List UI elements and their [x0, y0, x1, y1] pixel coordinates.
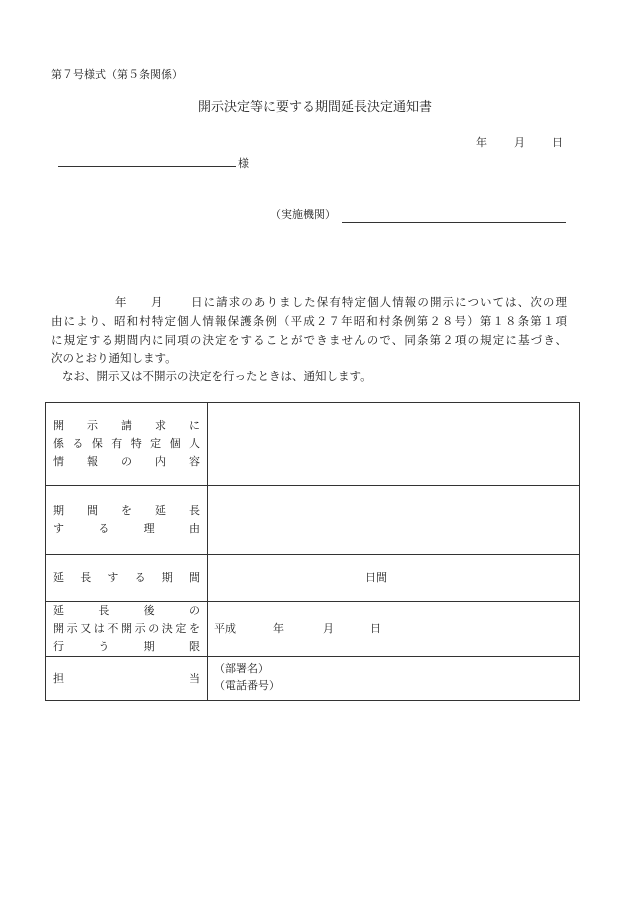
body-line-5: なお、開示又は不開示の決定を行ったときは、通知します。 [62, 369, 372, 383]
deadline-month: 月 [323, 622, 334, 635]
label-line: 係る保有特定個人 [53, 437, 200, 450]
label-extension-period [46, 555, 208, 602]
deadline-year: 年 [273, 622, 284, 635]
document-title: 開示決定等に要する期間延長決定通知書 [197, 100, 432, 115]
body-year-mark: 年 [115, 295, 127, 309]
body-line-1 [51, 293, 567, 311]
label-line: する理由 [53, 522, 200, 535]
date-month: 月 [514, 136, 525, 149]
label-line: 延長後の [53, 604, 200, 617]
value-extension-period[interactable] [208, 555, 580, 602]
label-line: 開示請求に [53, 419, 200, 432]
label-line: 延長する期間 [53, 571, 200, 584]
label-line: 担当 [53, 671, 200, 685]
addressee-blank-line [58, 166, 236, 167]
label-request-content [46, 403, 208, 486]
body-month-mark: 月 [151, 295, 163, 309]
label-extension-reason [46, 486, 208, 555]
agency-blank-line [342, 222, 566, 223]
table-row-request-content [46, 403, 580, 486]
form-number: 第７号様式（第５条関係） [51, 68, 183, 81]
date-day: 日 [552, 136, 563, 149]
contact-phone: （電話番号） [214, 679, 280, 692]
deadline-day: 日 [370, 622, 381, 635]
body-line-2: 由により、昭和村特定個人情報保護条例（平成２７年昭和村条例第２８号）第１８条第１項 [51, 314, 567, 328]
table-row-extension-reason [46, 486, 580, 555]
label-deadline [46, 602, 208, 657]
label-line: 情報の内容 [53, 455, 200, 468]
contact-department: （部署名） [214, 662, 269, 675]
value-request-content[interactable] [208, 403, 580, 486]
days-unit: 日間 [365, 571, 387, 584]
label-line: 行う期限 [53, 640, 200, 653]
info-table [45, 402, 580, 701]
body-line-1-text: 日に請求のありました保有特定個人情報の開示については、次の理 [191, 295, 567, 309]
agency-label: （実施機関） [270, 208, 336, 221]
addressee-honorific: 様 [238, 157, 249, 170]
deadline-era: 平成 [214, 622, 236, 635]
label-line: 期間を延長 [53, 504, 200, 517]
value-extension-reason[interactable] [208, 486, 580, 555]
date-year: 年 [476, 136, 487, 149]
table-row-deadline [46, 602, 580, 657]
value-contact[interactable] [208, 657, 580, 701]
label-line: 開示又は不開示の決定を [53, 622, 200, 635]
table-row-extension-period [46, 555, 580, 602]
value-deadline[interactable] [208, 602, 580, 657]
body-line-3: に規定する期間内に同項の決定をすることができませんので、同条第２項の規定に基づき、 [51, 333, 567, 347]
table-row-contact [46, 657, 580, 701]
label-contact [46, 657, 208, 701]
body-line-4: 次のとおり通知します。 [51, 351, 177, 365]
